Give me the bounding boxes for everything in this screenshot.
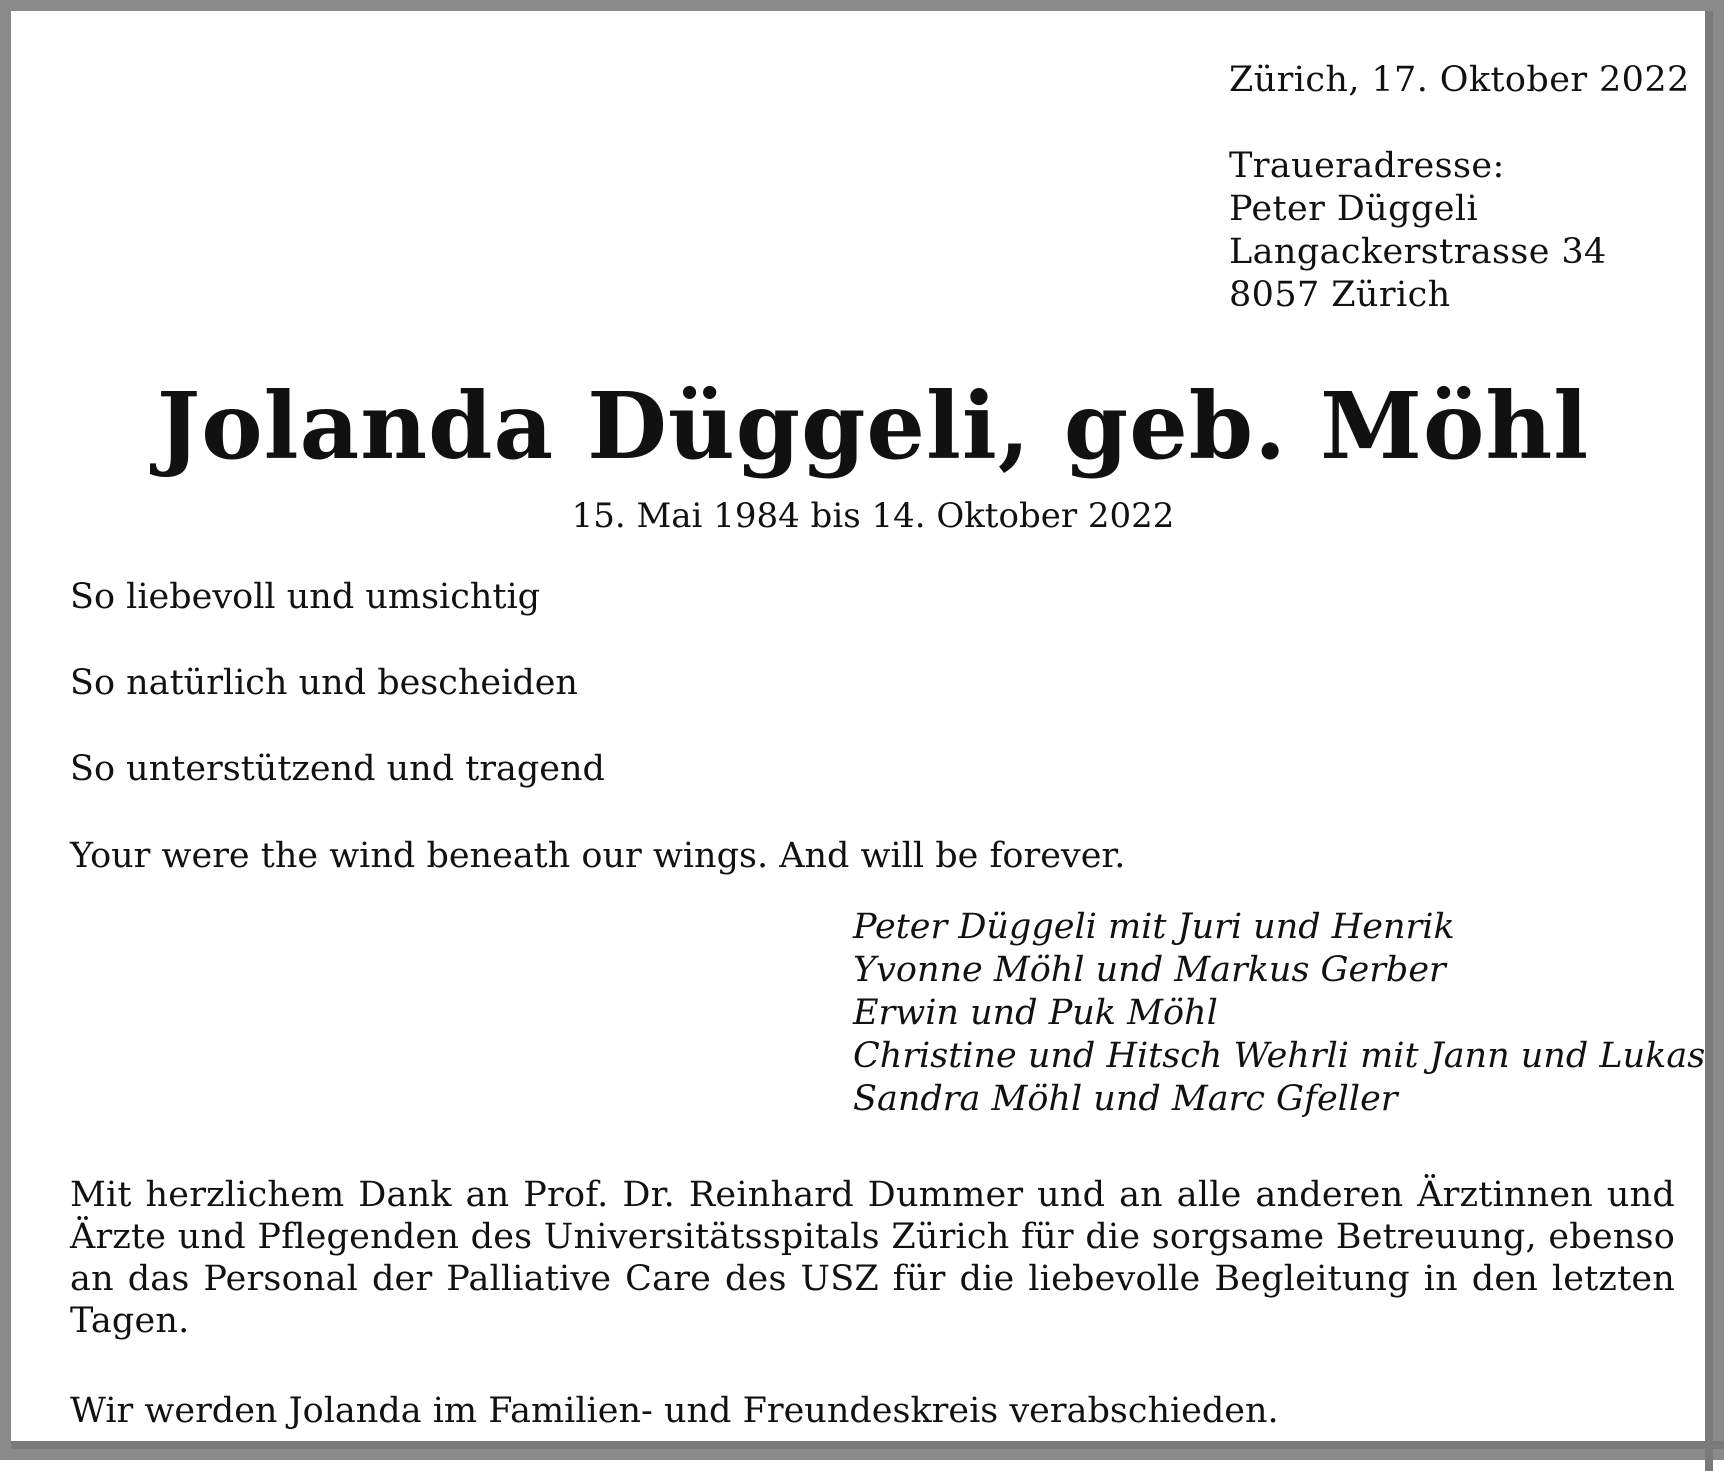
frame-shadow-bottom: [11, 1441, 1724, 1449]
mourner-line: Sandra Möhl und Marc Gfeller: [853, 1079, 1398, 1119]
address-city: 8057 Zürich: [1229, 275, 1451, 315]
verse-line: So liebevoll und umsichtig: [70, 577, 541, 617]
header-block: [1229, 59, 1690, 317]
mourners-list: [853, 906, 1705, 1121]
mourner-line: Yvonne Möhl und Markus Gerber: [853, 950, 1446, 990]
address-label: Traueradresse:: [1229, 146, 1505, 186]
mourner-line: Peter Düggeli mit Juri und Henrik: [853, 907, 1455, 947]
address-name: Peter Düggeli: [1229, 189, 1479, 229]
thanks-paragraph: Mit herzlichem Dank an Prof. Dr. Reinhard Dummer und an alle anderen Ärztinnen und Ärzte und Pflegenden des Universitätsspitals Zürich für die sorgsame Betreuung, ebenso an das Personal der Palliative Care des USZ für die liebevolle Begleitung in den letzten Tagen.: [70, 1175, 1675, 1341]
mourner-line: Erwin und Puk Möhl: [853, 993, 1218, 1033]
verse-line: Your were the wind beneath our wings. And will be forever.: [70, 836, 1126, 876]
place-date: Zürich, 17. Oktober 2022: [1229, 60, 1690, 100]
life-dates: 15. Mai 1984 bis 14. Oktober 2022: [571, 496, 1175, 536]
deceased-name: Jolanda Düggeli, geb. Möhl: [156, 372, 1590, 480]
verse-line: So natürlich und bescheiden: [70, 663, 578, 703]
mourner-line: Christine und Hitsch Wehrli mit Jann und Lukas: [853, 1036, 1706, 1076]
farewell-line: Wir werden Jolanda im Familien- und Freundeskreis verabschieden.: [70, 1391, 1279, 1431]
frame-shadow-right: [1705, 11, 1713, 1471]
address-street: Langackerstrasse 34: [1229, 232, 1607, 272]
verse-line: So unterstützend und tragend: [70, 749, 605, 789]
